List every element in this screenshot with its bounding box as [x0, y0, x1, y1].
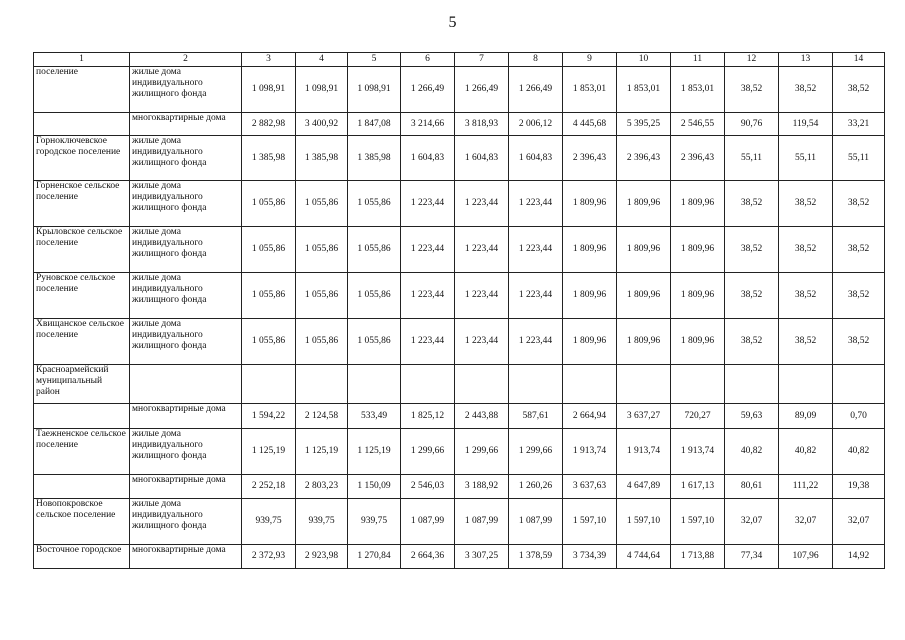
- page-number: 5: [448, 14, 457, 31]
- housing-type-cell: жилые дома индивидуального жилищного фонда: [130, 227, 242, 273]
- value-cell-col13: 38,52: [779, 319, 833, 365]
- value-cell-col10: 2 396,43: [617, 136, 671, 181]
- value-cell-col5: 1 150,09: [348, 475, 401, 499]
- value-cell-col3: 1 385,98: [242, 136, 296, 181]
- value-cell-col14: 14,92: [833, 545, 885, 569]
- value-cell-col7: 1 223,44: [455, 227, 509, 273]
- value-cell-col13: 38,52: [779, 227, 833, 273]
- value-cell-col3: 939,75: [242, 499, 296, 545]
- value-cell-col14: 55,11: [833, 136, 885, 181]
- value-cell-col8: 1 223,44: [509, 273, 563, 319]
- value-cell-col12: 38,52: [725, 273, 779, 319]
- settlement-cell: [34, 475, 130, 499]
- table-row: [34, 545, 885, 569]
- value-cell-col3: [242, 365, 296, 404]
- value-cell-col3: 1 055,86: [242, 181, 296, 227]
- value-cell-col12: 90,76: [725, 113, 779, 136]
- housing-type-cell: жилые дома индивидуального жилищного фонда: [130, 181, 242, 227]
- value-cell-col10: 3 637,27: [617, 404, 671, 429]
- value-cell-col13: 38,52: [779, 273, 833, 319]
- value-cell-col11: 1 617,13: [671, 475, 725, 499]
- settlement-cell: Горненское сельское поселение: [34, 181, 130, 227]
- settlement-cell: Руновское сельское поселение: [34, 273, 130, 319]
- value-cell-col7: 3 188,92: [455, 475, 509, 499]
- value-cell-col12: 59,63: [725, 404, 779, 429]
- value-cell-col14: 38,52: [833, 319, 885, 365]
- value-cell-col10: 4 647,89: [617, 475, 671, 499]
- value-cell-col10: 1 809,96: [617, 227, 671, 273]
- value-cell-col11: 1 713,88: [671, 545, 725, 569]
- tariff-table: [33, 52, 885, 569]
- value-cell-col14: 38,52: [833, 227, 885, 273]
- value-cell-col5: 1 270,84: [348, 545, 401, 569]
- value-cell-col12: 38,52: [725, 181, 779, 227]
- table-row: [34, 67, 885, 113]
- value-cell-col6: 1 604,83: [401, 136, 455, 181]
- tariff-table-wrapper: [33, 52, 885, 569]
- value-cell-col6: 1 223,44: [401, 319, 455, 365]
- value-cell-col11: 1 913,74: [671, 429, 725, 475]
- value-cell-col12: 38,52: [725, 67, 779, 113]
- settlement-cell: [34, 113, 130, 136]
- value-cell-col7: 1 223,44: [455, 181, 509, 227]
- value-cell-col10: 1 809,96: [617, 273, 671, 319]
- value-cell-col7: 1 266,49: [455, 67, 509, 113]
- settlement-cell: поселение: [34, 67, 130, 113]
- value-cell-col14: 33,21: [833, 113, 885, 136]
- value-cell-col4: 2 923,98: [296, 545, 348, 569]
- value-cell-col9: 1 809,96: [563, 227, 617, 273]
- value-cell-col8: 1 266,49: [509, 67, 563, 113]
- value-cell-col13: 32,07: [779, 499, 833, 545]
- value-cell-col14: [833, 365, 885, 404]
- housing-type-cell: многоквартирные дома: [130, 545, 242, 569]
- value-cell-col8: 1 378,59: [509, 545, 563, 569]
- value-cell-col13: 55,11: [779, 136, 833, 181]
- value-cell-col8: 1 299,66: [509, 429, 563, 475]
- housing-type-cell: многоквартирные дома: [130, 404, 242, 429]
- value-cell-col3: 1 594,22: [242, 404, 296, 429]
- value-cell-col8: 1 260,26: [509, 475, 563, 499]
- header-cell-8: 8: [509, 53, 563, 67]
- value-cell-col5: 939,75: [348, 499, 401, 545]
- value-cell-col5: 1 055,86: [348, 319, 401, 365]
- value-cell-col3: 1 125,19: [242, 429, 296, 475]
- value-cell-col9: 1 809,96: [563, 273, 617, 319]
- value-cell-col14: 38,52: [833, 273, 885, 319]
- header-cell-9: 9: [563, 53, 617, 67]
- value-cell-col9: 1 913,74: [563, 429, 617, 475]
- value-cell-col6: 1 087,99: [401, 499, 455, 545]
- value-cell-col5: [348, 365, 401, 404]
- value-cell-col3: 1 055,86: [242, 273, 296, 319]
- table-row: [34, 404, 885, 429]
- value-cell-col4: 1 055,86: [296, 319, 348, 365]
- value-cell-col6: 1 223,44: [401, 227, 455, 273]
- value-cell-col12: 40,82: [725, 429, 779, 475]
- value-cell-col9: 2 664,94: [563, 404, 617, 429]
- value-cell-col11: 1 809,96: [671, 319, 725, 365]
- value-cell-col4: 939,75: [296, 499, 348, 545]
- table-row: [34, 113, 885, 136]
- value-cell-col13: 38,52: [779, 67, 833, 113]
- housing-type-cell: жилые дома индивидуального жилищного фонда: [130, 136, 242, 181]
- settlement-cell: Восточное городское: [34, 545, 130, 569]
- value-cell-col10: 1 809,96: [617, 181, 671, 227]
- value-cell-col7: 1 604,83: [455, 136, 509, 181]
- value-cell-col11: 1 809,96: [671, 273, 725, 319]
- value-cell-col13: 111,22: [779, 475, 833, 499]
- value-cell-col11: 720,27: [671, 404, 725, 429]
- header-cell-4: 4: [296, 53, 348, 67]
- value-cell-col5: 1 055,86: [348, 273, 401, 319]
- value-cell-col5: 533,49: [348, 404, 401, 429]
- value-cell-col10: 1 913,74: [617, 429, 671, 475]
- value-cell-col5: 1 055,86: [348, 227, 401, 273]
- value-cell-col10: 4 744,64: [617, 545, 671, 569]
- value-cell-col5: 1 055,86: [348, 181, 401, 227]
- table-row: [34, 499, 885, 545]
- header-cell-5: 5: [348, 53, 401, 67]
- value-cell-col9: 4 445,68: [563, 113, 617, 136]
- value-cell-col8: 1 087,99: [509, 499, 563, 545]
- settlement-cell: Горноключевское городское поселение: [34, 136, 130, 181]
- value-cell-col14: 0,70: [833, 404, 885, 429]
- value-cell-col3: 1 098,91: [242, 67, 296, 113]
- table-row: [34, 181, 885, 227]
- value-cell-col7: 1 223,44: [455, 273, 509, 319]
- housing-type-cell: жилые дома индивидуального жилищного фонда: [130, 319, 242, 365]
- value-cell-col4: 1 055,86: [296, 273, 348, 319]
- housing-type-cell: жилые дома индивидуального жилищного фонда: [130, 273, 242, 319]
- value-cell-col6: 3 214,66: [401, 113, 455, 136]
- value-cell-col6: 1 266,49: [401, 67, 455, 113]
- value-cell-col11: 1 809,96: [671, 227, 725, 273]
- value-cell-col5: 1 847,08: [348, 113, 401, 136]
- value-cell-col13: 38,52: [779, 181, 833, 227]
- header-row: [34, 53, 885, 67]
- value-cell-col7: 3 818,93: [455, 113, 509, 136]
- value-cell-col9: 3 637,63: [563, 475, 617, 499]
- header-cell-7: 7: [455, 53, 509, 67]
- value-cell-col5: 1 098,91: [348, 67, 401, 113]
- value-cell-col8: 1 223,44: [509, 181, 563, 227]
- value-cell-col7: 1 087,99: [455, 499, 509, 545]
- table-row: [34, 227, 885, 273]
- value-cell-col4: 3 400,92: [296, 113, 348, 136]
- value-cell-col9: 1 853,01: [563, 67, 617, 113]
- value-cell-col11: [671, 365, 725, 404]
- value-cell-col7: 3 307,25: [455, 545, 509, 569]
- settlement-cell: Крыловское сельское поселение: [34, 227, 130, 273]
- value-cell-col13: 89,09: [779, 404, 833, 429]
- value-cell-col6: [401, 365, 455, 404]
- value-cell-col11: 1 809,96: [671, 181, 725, 227]
- value-cell-col12: 38,52: [725, 227, 779, 273]
- value-cell-col9: 1 809,96: [563, 319, 617, 365]
- value-cell-col10: 5 395,25: [617, 113, 671, 136]
- value-cell-col4: 1 125,19: [296, 429, 348, 475]
- value-cell-col11: 2 396,43: [671, 136, 725, 181]
- value-cell-col11: 2 546,55: [671, 113, 725, 136]
- value-cell-col10: 1 809,96: [617, 319, 671, 365]
- value-cell-col12: 77,34: [725, 545, 779, 569]
- value-cell-col14: 38,52: [833, 67, 885, 113]
- value-cell-col8: 587,61: [509, 404, 563, 429]
- housing-type-cell: жилые дома индивидуального жилищного фонда: [130, 429, 242, 475]
- housing-type-cell: [130, 365, 242, 404]
- value-cell-col12: 80,61: [725, 475, 779, 499]
- value-cell-col13: 119,54: [779, 113, 833, 136]
- value-cell-col12: 38,52: [725, 319, 779, 365]
- table-row: [34, 273, 885, 319]
- value-cell-col7: 1 299,66: [455, 429, 509, 475]
- value-cell-col7: 2 443,88: [455, 404, 509, 429]
- housing-type-cell: жилые дома индивидуального жилищного фонда: [130, 67, 242, 113]
- value-cell-col4: 1 055,86: [296, 181, 348, 227]
- table-row: [34, 136, 885, 181]
- value-cell-col8: [509, 365, 563, 404]
- value-cell-col4: [296, 365, 348, 404]
- value-cell-col4: 2 803,23: [296, 475, 348, 499]
- table-row: [34, 319, 885, 365]
- value-cell-col7: [455, 365, 509, 404]
- value-cell-col11: 1 853,01: [671, 67, 725, 113]
- value-cell-col13: 107,96: [779, 545, 833, 569]
- value-cell-col7: 1 223,44: [455, 319, 509, 365]
- value-cell-col5: 1 385,98: [348, 136, 401, 181]
- value-cell-col14: 32,07: [833, 499, 885, 545]
- table-row: [34, 365, 885, 404]
- value-cell-col6: 1 223,44: [401, 181, 455, 227]
- value-cell-col12: 55,11: [725, 136, 779, 181]
- value-cell-col4: 1 098,91: [296, 67, 348, 113]
- header-cell-3: 3: [242, 53, 296, 67]
- table-row: [34, 429, 885, 475]
- value-cell-col6: 2 546,03: [401, 475, 455, 499]
- value-cell-col14: 40,82: [833, 429, 885, 475]
- value-cell-col10: 1 597,10: [617, 499, 671, 545]
- housing-type-cell: многоквартирные дома: [130, 113, 242, 136]
- header-cell-1: 1: [34, 53, 130, 67]
- housing-type-cell: многоквартирные дома: [130, 475, 242, 499]
- value-cell-col11: 1 597,10: [671, 499, 725, 545]
- settlement-cell: [34, 404, 130, 429]
- value-cell-col6: 1 299,66: [401, 429, 455, 475]
- settlement-cell: Новопокровское сельское поселение: [34, 499, 130, 545]
- value-cell-col8: 2 006,12: [509, 113, 563, 136]
- header-cell-14: 14: [833, 53, 885, 67]
- value-cell-col9: [563, 365, 617, 404]
- value-cell-col4: 1 385,98: [296, 136, 348, 181]
- housing-type-cell: жилые дома индивидуального жилищного фонда: [130, 499, 242, 545]
- header-cell-12: 12: [725, 53, 779, 67]
- value-cell-col4: 2 124,58: [296, 404, 348, 429]
- value-cell-col8: 1 223,44: [509, 227, 563, 273]
- value-cell-col3: 1 055,86: [242, 227, 296, 273]
- settlement-cell: Таежненское сельское поселение: [34, 429, 130, 475]
- value-cell-col14: 19,38: [833, 475, 885, 499]
- value-cell-col13: [779, 365, 833, 404]
- value-cell-col6: 2 664,36: [401, 545, 455, 569]
- value-cell-col3: 1 055,86: [242, 319, 296, 365]
- header-cell-2: 2: [130, 53, 242, 67]
- value-cell-col6: 1 825,12: [401, 404, 455, 429]
- value-cell-col3: 2 882,98: [242, 113, 296, 136]
- settlement-cell: Красноармейский муниципальный район: [34, 365, 130, 404]
- header-cell-13: 13: [779, 53, 833, 67]
- value-cell-col3: 2 372,93: [242, 545, 296, 569]
- value-cell-col9: 3 734,39: [563, 545, 617, 569]
- header-cell-10: 10: [617, 53, 671, 67]
- value-cell-col10: 1 853,01: [617, 67, 671, 113]
- value-cell-col3: 2 252,18: [242, 475, 296, 499]
- value-cell-col6: 1 223,44: [401, 273, 455, 319]
- value-cell-col14: 38,52: [833, 181, 885, 227]
- value-cell-col13: 40,82: [779, 429, 833, 475]
- value-cell-col8: 1 604,83: [509, 136, 563, 181]
- table-row: [34, 475, 885, 499]
- header-cell-6: 6: [401, 53, 455, 67]
- value-cell-col12: 32,07: [725, 499, 779, 545]
- value-cell-col12: [725, 365, 779, 404]
- value-cell-col5: 1 125,19: [348, 429, 401, 475]
- value-cell-col10: [617, 365, 671, 404]
- value-cell-col9: 1 809,96: [563, 181, 617, 227]
- value-cell-col9: 2 396,43: [563, 136, 617, 181]
- settlement-cell: Хвищанское сельское поселение: [34, 319, 130, 365]
- value-cell-col4: 1 055,86: [296, 227, 348, 273]
- header-cell-11: 11: [671, 53, 725, 67]
- value-cell-col8: 1 223,44: [509, 319, 563, 365]
- value-cell-col9: 1 597,10: [563, 499, 617, 545]
